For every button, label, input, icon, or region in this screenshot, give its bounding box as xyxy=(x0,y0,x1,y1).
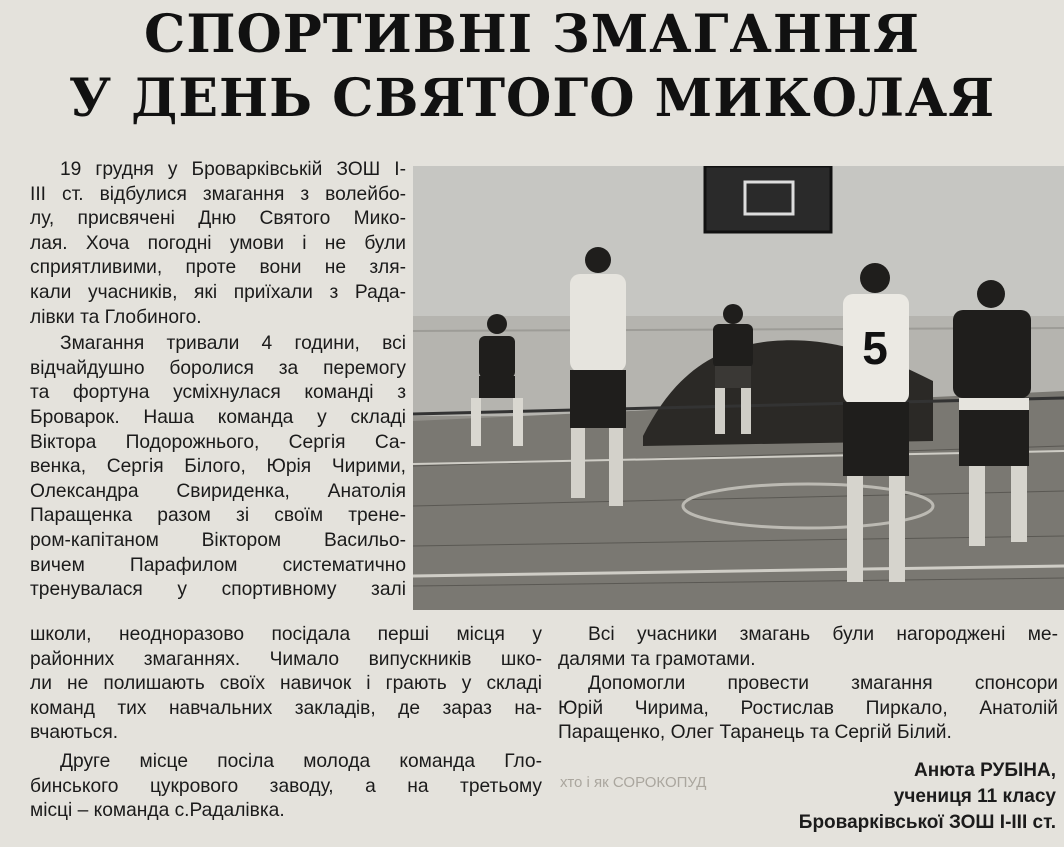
headline-line-2: У ДЕНЬ СВЯТОГО МИКОЛАЯ xyxy=(68,68,996,129)
text-line: місці – команда с.Радалівка. xyxy=(30,800,285,822)
author-name: Анюта РУБІНА, xyxy=(914,760,1056,781)
text-line: Друге місце посіла молода команда Гло- xyxy=(60,750,542,772)
photo-illustration xyxy=(413,166,1064,610)
volleyball-match-photo xyxy=(413,166,1064,610)
text-line: та фортуна усміхнулася команді з xyxy=(30,382,406,404)
text-line: ли не полишають своїх навичок і грають у складі xyxy=(30,673,542,695)
text-line: 19 грудня у Броварківській ЗОШ І- xyxy=(60,159,406,180)
text-line: школи, неодноразово посідала перші місця у xyxy=(30,624,542,645)
text-line: Всі учасники змагань були нагороджені ме- xyxy=(588,624,1058,645)
text-line: Віктора Подорожнього, Сергія Са- xyxy=(30,431,406,453)
text-line: лівки та Глобиного. xyxy=(30,306,202,328)
text-line: команд тих навчальних закладів, де зараз на- xyxy=(30,697,542,719)
author-role: учениця 11 класу xyxy=(893,786,1056,807)
article-column-narrow xyxy=(30,158,406,603)
text-line: кали учасників, які приїхали з Рада- xyxy=(30,281,406,303)
author-school: Броварківської ЗОШ І-ІІІ ст. xyxy=(798,812,1056,833)
headline-line-1: СПОРТИВНІ ЗМАГАННЯ xyxy=(143,4,920,65)
article-headline xyxy=(0,4,1064,130)
author-signature xyxy=(799,758,1056,836)
text-line: Змагання тривали 4 години, всі xyxy=(60,333,406,355)
text-line: Юрій Чирима, Ростислав Пиркало, Анатолій xyxy=(558,697,1058,719)
text-line: лая. Хоча погодні умови і не були xyxy=(30,232,406,254)
text-line: ром-капітаном Віктором Васильо- xyxy=(30,529,406,551)
text-line: лу, присвячені Дню Святого Мико- xyxy=(30,208,406,230)
text-line: відчайдушно боролися за перемогу xyxy=(30,357,406,379)
text-line: тренувалася у спортивному залі xyxy=(30,579,406,601)
text-line: Броварок. Наша команда у складі xyxy=(30,406,406,428)
jersey-number: 5 xyxy=(862,322,888,374)
text-line: сприятливими, проте вони не зля- xyxy=(30,257,406,279)
text-line: Паращенка разом зі своїм трене- xyxy=(30,505,406,527)
text-line: вичем Парафилом систематично xyxy=(30,554,406,576)
text-line: вчаються. xyxy=(30,722,119,744)
text-line: венка, Сергія Білого, Юрія Чирими, xyxy=(30,456,406,478)
text-line: далями та грамотами. xyxy=(558,648,756,670)
bleed-through-bottom: хто і як СОРОКОПУД xyxy=(560,774,707,791)
basketball-backboard xyxy=(705,166,831,232)
text-line: бинського цукрового заводу, а на третьому xyxy=(30,775,542,797)
text-line: ІІІ ст. відбулися змагання з волейбо- xyxy=(30,183,406,205)
text-line: Олександра Свириденка, Анатолія xyxy=(30,480,406,502)
article-column-wide xyxy=(30,623,542,824)
text-line: районних змаганнях. Чимало випускників шко- xyxy=(30,648,542,670)
text-line: Допомогли провести змагання спонсори xyxy=(588,673,1058,695)
article-column-right xyxy=(558,623,1058,746)
text-line: Паращенко, Олег Таранець та Сергій Білий. xyxy=(558,722,952,744)
